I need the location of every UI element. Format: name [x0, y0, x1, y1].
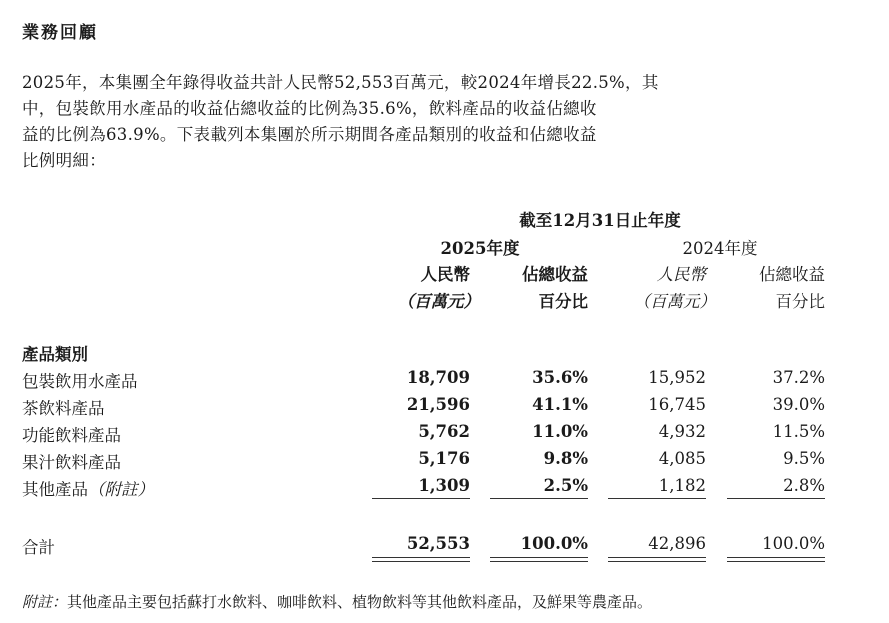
category-header: 產品類別 — [22, 345, 88, 364]
col-pct-2024: 佔總收益 — [759, 265, 825, 284]
year-2024-header: 2024年度 — [682, 239, 758, 258]
intro-paragraph — [22, 70, 832, 174]
col-pct-unit-2024: 百分比 — [775, 292, 825, 311]
paragraph-line: 中，包裝飲用水產品的收益佔總收益的比例為35.6%，飲料產品的收益佔總收 — [22, 99, 597, 118]
table-cell: 21,596 — [406, 395, 470, 414]
table-cell: 1,182 — [658, 476, 706, 495]
table-cell: 39.0% — [772, 395, 825, 414]
paragraph-line: 2025年，本集團全年錄得收益共計人民幣52,553百萬元，較2024年增長22.5%，其 — [22, 73, 659, 92]
col-rmb-2024: 人民幣 — [656, 265, 706, 284]
total-double-rule — [372, 557, 470, 562]
period-header: 截至12月31日止年度 — [519, 211, 681, 230]
section-heading: 業務回顧 — [22, 23, 98, 43]
table-row-label: 功能飲料產品 — [22, 426, 121, 445]
col-pct-unit-2025: 百分比 — [538, 292, 588, 311]
table-cell: 37.2% — [772, 368, 825, 387]
row-label-text: 其他產品 — [22, 480, 88, 499]
footnote-label: 附註： — [22, 593, 68, 611]
table-cell: 41.1% — [532, 395, 588, 414]
total-cell: 52,553 — [406, 534, 470, 553]
table-cell: 5,762 — [418, 422, 470, 441]
table-cell: 1,309 — [418, 476, 470, 495]
col-rmb-unit-2024: （百萬元） — [633, 292, 716, 311]
footnote — [22, 591, 652, 612]
table-cell: 35.6% — [532, 368, 588, 387]
paragraph-line: 益的比例為63.9%。下表載列本集團於所示期間各產品類別的收益和佔總收益 — [22, 125, 597, 144]
total-cell: 100.0% — [762, 534, 825, 553]
table-cell: 2.5% — [543, 476, 588, 495]
year-2025-header: 2025年度 — [440, 239, 520, 258]
table-cell: 16,745 — [648, 395, 706, 414]
table-row-label: 果汁飲料產品 — [22, 453, 121, 472]
table-row-label: 茶飲料產品 — [22, 399, 105, 418]
paragraph-line: 比例明細： — [22, 151, 106, 170]
table-cell: 4,085 — [658, 449, 706, 468]
footnote-text: 其他產品主要包括蘇打水飲料、咖啡飲料、植物飲料等其他飲料產品，及鮮果等農產品。 — [67, 593, 653, 611]
total-double-rule — [608, 557, 706, 562]
col-rmb-2025: 人民幣 — [420, 265, 470, 284]
table-cell: 9.8% — [543, 449, 588, 468]
col-pct-2025: 佔總收益 — [522, 265, 588, 284]
total-label: 合計 — [22, 538, 55, 557]
table-cell: 15,952 — [648, 368, 706, 387]
subtotal-rule — [608, 498, 706, 499]
subtotal-rule — [372, 498, 470, 499]
total-double-rule — [490, 557, 588, 562]
table-cell: 9.5% — [783, 449, 825, 468]
row-label-note: （附註） — [88, 480, 154, 499]
col-rmb-unit-2025: （百萬元） — [397, 292, 480, 311]
table-cell: 18,709 — [406, 368, 470, 387]
table-row-label — [22, 476, 154, 500]
table-row-label: 包裝飲用水產品 — [22, 372, 138, 391]
table-cell: 11.0% — [532, 422, 588, 441]
total-cell: 100.0% — [520, 534, 588, 553]
subtotal-rule — [727, 498, 825, 499]
table-cell: 2.8% — [783, 476, 825, 495]
total-cell: 42,896 — [648, 534, 706, 553]
total-double-rule — [727, 557, 825, 562]
table-cell: 5,176 — [418, 449, 470, 468]
table-cell: 4,932 — [658, 422, 706, 441]
subtotal-rule — [490, 498, 588, 499]
table-cell: 11.5% — [772, 422, 825, 441]
